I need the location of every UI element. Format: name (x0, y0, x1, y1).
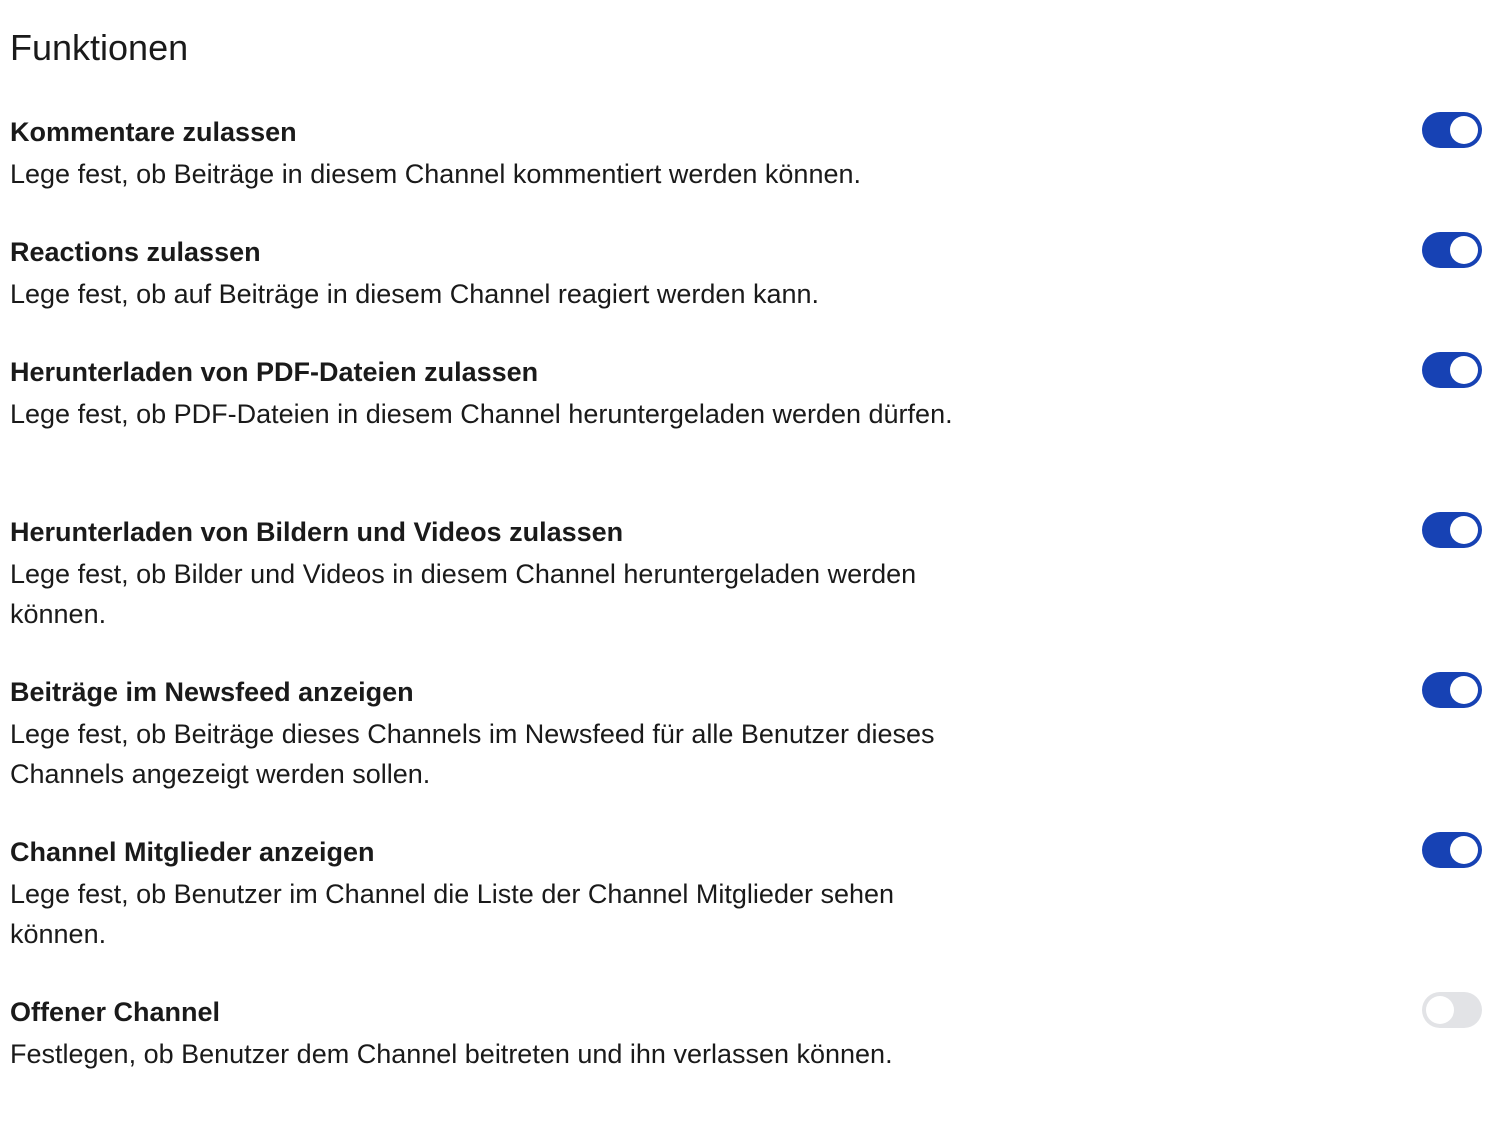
toggle-knob (1450, 836, 1478, 864)
allow-reactions-toggle[interactable] (1422, 232, 1482, 268)
show-members-toggle[interactable] (1422, 832, 1482, 868)
setting-description: Lege fest, ob auf Beiträge in diesem Channel reagiert werden kann. (10, 279, 820, 309)
open-channel-toggle[interactable] (1422, 992, 1482, 1028)
toggle-knob (1450, 676, 1478, 704)
toggle-knob (1450, 516, 1478, 544)
allow-pdf-download-toggle[interactable] (1422, 352, 1482, 388)
allow-comments-toggle[interactable] (1422, 112, 1482, 148)
setting-title: Channel Mitglieder anzeigen (10, 837, 375, 867)
toggle-knob (1450, 116, 1478, 144)
setting-description: Lege fest, ob Benutzer im Channel die Liste der Channel Mitglieder sehen können. (10, 879, 895, 949)
show-in-newsfeed-toggle[interactable] (1422, 672, 1482, 708)
setting-title: Herunterladen von PDF-Dateien zulassen (10, 357, 539, 387)
setting-description: Lege fest, ob Bilder und Videos in diesem Channel heruntergeladen werden können. (10, 559, 917, 629)
setting-description: Lege fest, ob Beiträge in diesem Channel kommentiert werden können. (10, 159, 862, 189)
toggle-knob (1426, 996, 1454, 1024)
setting-description: Lege fest, ob PDF-Dateien in diesem Channel heruntergeladen werden dürfen. (10, 399, 953, 429)
setting-description: Festlegen, ob Benutzer dem Channel beitreten und ihn verlassen können. (10, 1039, 893, 1069)
section-title: Funktionen (10, 27, 189, 68)
toggle-knob (1450, 356, 1478, 384)
toggle-knob (1450, 236, 1478, 264)
setting-title: Beiträge im Newsfeed anzeigen (10, 677, 414, 707)
setting-title: Reactions zulassen (10, 237, 261, 267)
setting-title: Herunterladen von Bildern und Videos zulassen (10, 517, 624, 547)
allow-media-download-toggle[interactable] (1422, 512, 1482, 548)
setting-title: Offener Channel (10, 997, 221, 1027)
setting-title: Kommentare zulassen (10, 117, 297, 147)
setting-description: Lege fest, ob Beiträge dieses Channels im Newsfeed für alle Benutzer dieses Channels angezeigt werden sollen. (10, 719, 935, 789)
